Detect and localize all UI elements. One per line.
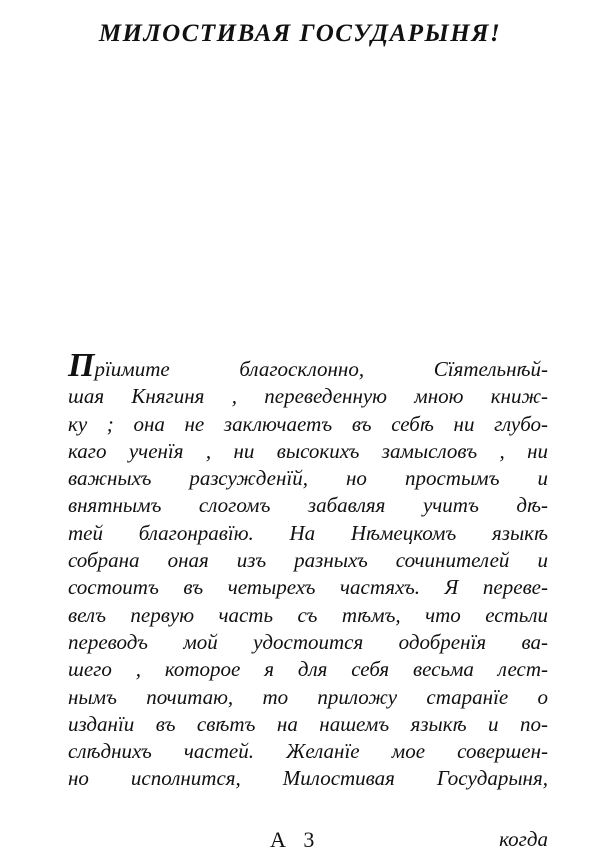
body-line-4: каго ученїя , ни высокихъ замысловъ , ни xyxy=(68,438,548,463)
signature-mark: А 3 xyxy=(270,827,321,852)
body-line-6: внятнымъ слогомъ забавляя учитъ дѣ- xyxy=(68,493,548,518)
body-line-16: но исполнится, Милостивая Государыня, xyxy=(68,766,548,791)
body-line-text: рїимите благосклонно, Сїятельнѣй- xyxy=(94,357,548,381)
body-line-9: состоитъ въ четырехъ частяхъ. Я переве- xyxy=(68,575,548,600)
page-footer xyxy=(0,827,600,857)
drop-cap: П xyxy=(68,347,95,384)
body-line-1 xyxy=(68,347,548,384)
body-text xyxy=(68,347,548,793)
body-line-8: собрана оная изъ разныхъ сочинителей и xyxy=(68,548,548,573)
body-line-11: переводъ мой удостоится одобренїя ва- xyxy=(68,629,548,654)
body-line-15: слѣднихъ частей. Желанїе мое совершен- xyxy=(68,739,548,764)
body-line-14: изданїи въ свѣтъ на нашемъ языкѣ и по- xyxy=(68,711,548,736)
body-line-10: велъ первую часть съ тѣмъ, что естьли xyxy=(68,602,548,627)
page-heading: МИЛОСТИВАЯ ГОСУДАРЫНЯ! xyxy=(98,20,502,47)
catchword: когда xyxy=(499,827,548,851)
body-line-13: нымъ почитаю, то приложу старанїе о xyxy=(68,684,548,709)
body-line-5: важныхъ разсужденїй, но простымъ и xyxy=(68,466,548,491)
body-line-7: тей благонравїю. На Нѣмецкомъ языкѣ xyxy=(68,520,548,545)
body-line-3: ку ; она не заключаетъ въ себѣ ни глубо- xyxy=(68,411,548,436)
body-line-2: шая Княгиня , переведенную мною книж- xyxy=(68,384,548,409)
body-line-12: шего , которое я для себя весьма лест- xyxy=(68,657,548,682)
